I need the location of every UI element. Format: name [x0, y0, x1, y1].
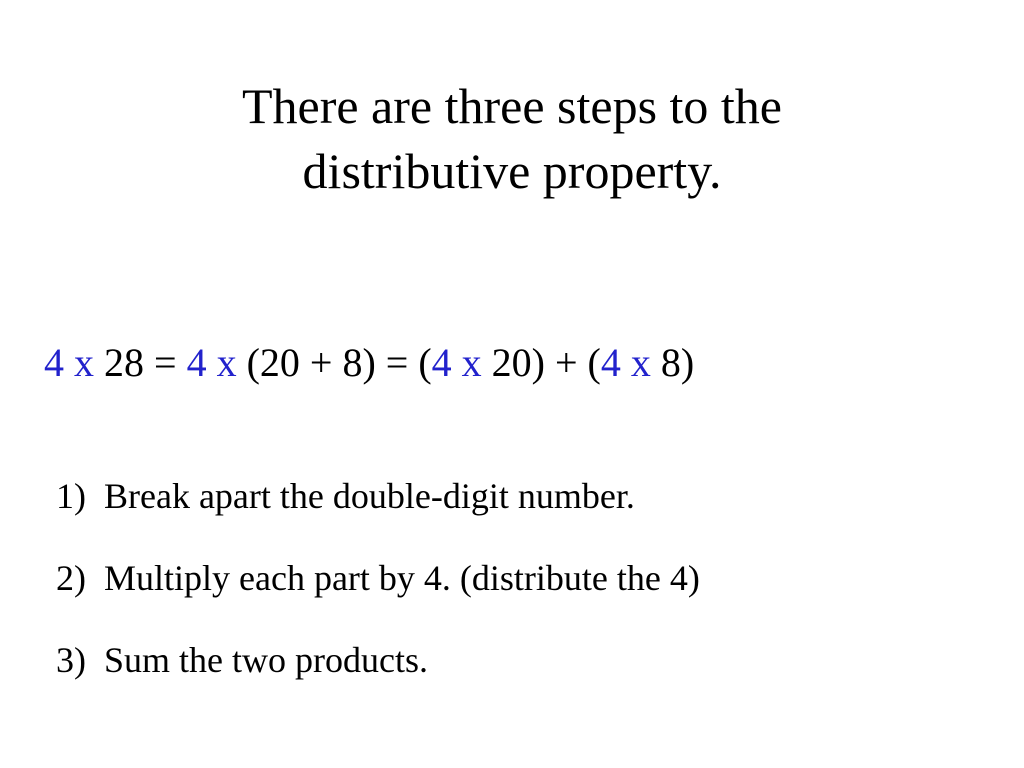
equation-term: 28 = [94, 340, 187, 385]
slide-title [0, 74, 1024, 204]
list-item [56, 636, 700, 718]
equation-factor: 4 x [431, 340, 482, 385]
step-text: Break apart the double-digit number. [104, 476, 635, 516]
list-item [56, 472, 700, 554]
step-number: 2) [56, 558, 86, 598]
step-text: Multiply each part by 4. (distribute the 4) [104, 558, 700, 598]
equation-term: 20) + ( [481, 340, 601, 385]
equation-factor: 4 x [186, 340, 237, 385]
title-line-2: distributive property. [302, 143, 722, 199]
title-line-1: There are three steps to the [241, 78, 782, 134]
list-item [56, 554, 700, 636]
equation-factor: 4 x [600, 340, 651, 385]
equation-factor: 4 x [44, 340, 94, 385]
equation [44, 338, 694, 388]
equation-term: (20 + 8) = ( [236, 340, 432, 385]
equation-term: 8) [650, 340, 695, 385]
step-number: 1) [56, 476, 86, 516]
step-number: 3) [56, 640, 86, 680]
step-text: Sum the two products. [104, 640, 428, 680]
steps-list [56, 472, 700, 718]
